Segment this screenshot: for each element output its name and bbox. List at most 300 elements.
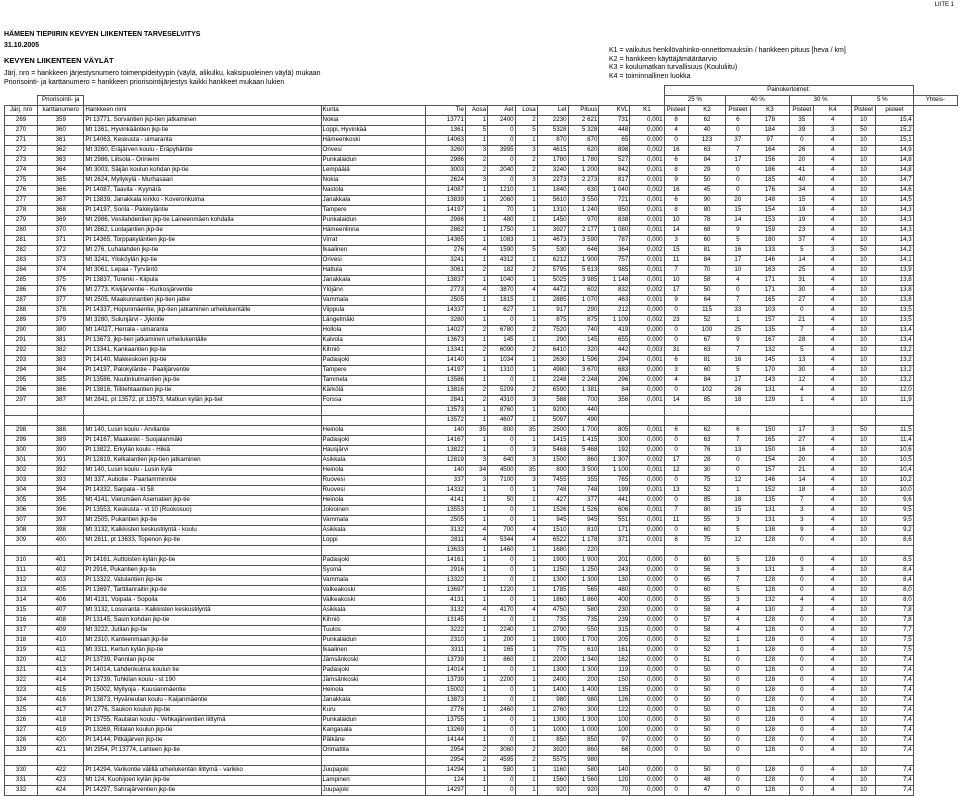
table-cell: 480 [599,586,630,596]
table-cell: 4 [726,276,750,286]
table-cell: 2505 [426,296,466,306]
table-cell: 11,4 [876,436,913,446]
table-cell: 4 [814,706,851,716]
table-cell: 63 [688,146,725,156]
table-cell: Pt 13755, Rautalan koulu - Vehkajärventien liittymä [84,716,321,726]
table-cell: 2 [465,156,487,166]
table-cell: 3060 [488,746,516,756]
table-cell: 10 [851,526,875,536]
table-cell: 10 [851,436,875,446]
table-cell: Mt 2773, Kivijärventie - Kurkosjärventie [84,286,321,296]
table-cell: 365 [38,176,84,186]
table-row [5,186,958,196]
table-cell: 0,002 [630,246,664,256]
table-cell: 1 [465,786,487,796]
table-cell: 10 [851,666,875,676]
table-cell: 1 [465,566,487,576]
table-cell: 1 [465,516,487,526]
table-cell: 52 [688,486,725,496]
table-cell: 10 [851,366,875,376]
table-cell: 25 [726,326,750,336]
table-cell: 126 [599,696,630,706]
table-cell: 14,3 [876,216,913,226]
table-cell: 20 [790,456,814,466]
table-cell: 10 [851,326,875,336]
table-cell: 10 [851,786,875,796]
table-cell: 120 [599,776,630,786]
table-cell: 0 [664,656,688,666]
table-cell [688,546,725,556]
table-cell: 4 [814,536,851,546]
table-cell: 290 [537,336,568,346]
table-cell: 17 [726,256,750,266]
table-cell: 7,4 [876,746,913,756]
table-cell [599,406,630,416]
table-cell [790,406,814,416]
table-cell: 10 [851,256,875,266]
table-cell: 2460 [488,706,516,716]
table-cell: 10 [851,146,875,156]
table-cell: 0 [664,736,688,746]
table-cell: 7,4 [876,706,913,716]
table-cell: 0 [664,686,688,696]
table-cell: Mt 3132, Kalkkisten keskustilyntä - koulu [84,526,321,536]
table-cell: 3260 [426,146,466,156]
weight-k3: 30 % [790,96,852,106]
table-cell [664,416,688,426]
table-cell: 920 [568,786,599,796]
table-cell [814,756,851,766]
table-cell: 128 [750,536,790,546]
col-p2: Pisteet [726,106,750,116]
table-cell: 60 [688,366,725,376]
col-tie: Tie [426,106,466,116]
table-cell: 6 [664,156,688,166]
table-cell: 683 [599,366,630,376]
table-cell: 13816 [426,386,466,396]
table-cell: 3 670 [568,366,599,376]
table-cell: 810 [568,526,599,536]
table-cell: 14,8 [876,166,913,176]
table-cell: 14,3 [876,236,913,246]
table-cell: 393 [38,476,84,486]
table-cell: Mt 2310, Kanteenmaan jkp-tie [84,636,321,646]
table-cell: 3927 [537,226,568,236]
table-cell: 276 [426,246,466,256]
table-cell: Pt 14297, Sahrajärventien jkp-tie [84,786,321,796]
table-row [5,556,958,566]
table-cell: 13 [664,486,688,496]
table-cell: 115 [688,306,725,316]
table-cell: 920 [537,786,568,796]
table-cell: 4 [814,476,851,486]
table-cell: 328 [5,736,38,746]
table-cell: 10 [851,186,875,196]
table-cell: 13553 [426,506,466,516]
table-cell: 13 [790,356,814,366]
table-cell: 7 [664,506,688,516]
table-cell: 4 [814,786,851,796]
table-cell: 378 [38,306,84,316]
table-cell: 1 [515,496,537,506]
table-cell: 62 [688,426,725,436]
table-cell: 1 [515,136,537,146]
table-cell: 374 [38,266,84,276]
table-cell: 602 [568,286,599,296]
table-cell: 9 [664,296,688,306]
table-cell: 1 [515,356,537,366]
table-cell: 0 [790,696,814,706]
table-cell: 10 [851,586,875,596]
table-row [5,316,958,326]
table-cell: 10 [851,456,875,466]
table-cell: 128 [750,656,790,666]
table-cell: 2040 [488,166,516,176]
table-cell: 1785 [537,586,568,596]
table-row [5,116,958,126]
col-losa: Losa [515,106,537,116]
table-cell: 14,5 [876,196,913,206]
table-cell: 3 [465,456,487,466]
table-cell: 163 [750,266,790,276]
table-cell: 2862 [426,226,466,236]
table-cell: 4 [814,146,851,156]
table-cell: 860 [488,656,516,666]
table-cell: 10 [851,616,875,626]
table-cell: Pt 13822, Erkylän koulu - Hikiä [84,446,321,456]
table-cell: 1900 [537,556,568,566]
table-cell: 1590 [488,246,516,256]
table-cell: 377 [568,496,599,506]
legend-k4: K4 = toiminnallinen luokka [609,73,691,80]
table-cell: 0,001 [630,296,664,306]
table-cell: Pt 14365, Torppakyläntien jkp-tie [84,236,321,246]
table-cell: 0,000 [630,596,664,606]
table-cell: 57 [688,616,725,626]
table-cell: Ruovesi [321,476,426,486]
table-cell: 417 [38,706,84,716]
table-cell: 279 [5,216,38,226]
table-cell: 5328 [537,126,568,136]
table-cell: Pt 14161, Auttoisten kylän jkp-tie [84,556,321,566]
table-cell: 154 [750,206,790,216]
table-cell: Kihniö [321,346,426,356]
table-cell: 60 [688,586,725,596]
table-cell: 7 [726,146,750,156]
table-cell: 146 [750,476,790,486]
table-cell: 6410 [537,346,568,356]
table-cell: 875 [568,316,599,326]
table-cell: 307 [5,516,38,526]
table-cell: 1815 [488,296,516,306]
table-cell: 272 [5,146,38,156]
table-row [5,576,958,586]
table-cell: 4 [814,776,851,786]
table-cell: 748 [568,486,599,496]
table-cell: 0 [488,316,516,326]
table-cell: 27 [790,436,814,446]
table-cell: Heinola [321,466,426,476]
table-cell: Loppi, Hyvinkää [321,126,426,136]
table-cell: 50 [851,246,875,256]
table-cell: 171 [750,276,790,286]
table-cell: 58 [688,606,725,616]
table-cell: 463 [599,296,630,306]
table-cell: 8 [664,206,688,216]
table-cell: 371 [599,536,630,546]
table-cell: 31 [790,276,814,286]
table-cell [84,416,321,426]
table-cell: 64 [688,296,725,306]
table-cell: 176 [750,186,790,196]
table-cell: 832 [599,286,630,296]
table-cell: 1 200 [568,166,599,176]
table-cell: 4 [465,606,487,616]
table-cell: Mt 2776, Saukon koulun jkp-tie [84,706,321,716]
table-cell: 1 [465,506,487,516]
col-nimi: Hankkeen nimi [84,106,321,116]
table-cell: 56 [688,566,725,576]
table-row [5,676,958,686]
table-cell: 10,4 [876,466,913,476]
table-cell: 4 [814,176,851,186]
table-cell: 1 [515,406,537,416]
table-row [5,236,958,246]
table-cell: 384 [38,366,84,376]
table-cell: 283 [5,256,38,266]
table-cell: 13269 [426,726,466,736]
document-date: 31.10.2005 [4,42,40,49]
table-row [5,196,958,206]
table-cell [84,546,321,556]
table-cell: 748 [537,486,568,496]
table-cell: 371 [38,236,84,246]
table-cell: 60 [688,526,725,536]
table-cell: 85 [688,496,725,506]
table-cell: 4 [814,306,851,316]
table-cell: 5 [726,526,750,536]
table-cell: 16 [664,186,688,196]
table-cell: 4 [515,286,537,296]
table-cell: 0 [664,436,688,446]
table-row [5,586,958,596]
table-cell [688,416,725,426]
table-cell: 10 [851,226,875,236]
table-cell: 980 [568,756,599,766]
table-cell: 4 [814,656,851,666]
table-cell: 0 [790,136,814,146]
table-cell: 610 [568,646,599,656]
table-row [5,136,958,146]
table-cell: 13,2 [876,346,913,356]
table-cell: 14197 [426,206,466,216]
table-cell: 0,001 [630,176,664,186]
table-cell: 5097 [537,416,568,426]
table-cell [726,416,750,426]
table-row [5,166,958,176]
table-cell [599,546,630,556]
table-cell: Pt 13739, Tuhkilan koulu - st 190 [84,676,321,686]
table-cell: 392 [38,466,84,476]
table-cell [750,756,790,766]
table-cell: 14140 [426,356,466,366]
table-row [5,126,958,136]
weights-title: Painokertoimet: [664,86,913,96]
table-cell: 377 [38,296,84,306]
table-cell: 62 [688,116,725,126]
table-cell: 0,000 [630,606,664,616]
table-cell: 2 [465,326,487,336]
table-cell: 7,8 [876,606,913,616]
table-cell: 7,4 [876,666,913,676]
table-cell: 14,9 [876,146,913,156]
table-cell: 2 [515,266,537,276]
table-cell: Hämeenkoski [321,136,426,146]
table-cell [790,546,814,556]
table-cell: 1 [465,616,487,626]
table-cell: 4 [814,296,851,306]
table-cell: 35 [465,426,487,436]
table-cell: 5575 [537,756,568,766]
table-cell: 0 [790,706,814,716]
table-cell: 8760 [488,406,516,416]
table-cell: 50 [688,736,725,746]
table-row [5,356,958,366]
table-cell: 7,4 [876,726,913,736]
table-cell: 15 [790,196,814,206]
table-cell: 367 [38,196,84,206]
col-total: pisteet [876,106,913,116]
table-cell: 4 [814,326,851,336]
table-cell: 17 [664,286,688,296]
table-cell: 0,001 [630,226,664,236]
table-row [5,546,958,556]
table-cell: 1 [465,306,487,316]
table-cell: 18 [726,396,750,406]
table-cell: 700 [568,396,599,406]
table-cell: 50 [851,126,875,136]
table-cell: 10 [851,276,875,286]
table-cell: 0,000 [630,496,664,506]
table-cell: 0 [664,556,688,566]
table-cell: 7,4 [876,716,913,726]
table-cell: 0,000 [630,616,664,626]
table-cell: 0,000 [630,306,664,316]
table-cell: Ylöjärvi [321,286,426,296]
table-cell: 103 [750,306,790,316]
table-cell: 0 [726,166,750,176]
table-cell: 0 [790,636,814,646]
table-cell: 50 [688,726,725,736]
table-cell: 1 [515,776,537,786]
table-cell: Padasjoki [321,666,426,676]
table-cell: 321 [5,666,38,676]
table-cell: 2 [465,756,487,766]
table-cell: 3 [515,176,537,186]
table-cell: 157 [750,466,790,476]
table-cell: 37 [790,236,814,246]
table-cell: 5 613 [568,266,599,276]
table-cell: 4 [814,576,851,586]
table-cell: 2 [515,346,537,356]
table-cell: 360 [38,126,84,136]
table-cell: 3 [515,446,537,456]
table-cell: 34 [790,186,814,196]
table-cell: 387 [38,396,84,406]
table-cell: 2986 [426,156,466,166]
table-cell: 0 [664,746,688,756]
table-cell: 1 [515,766,537,776]
table-cell: 0 [790,536,814,546]
table-cell: 1 [515,516,537,526]
table-cell: 4 [814,496,851,506]
table-cell: Pt 14144, Pitkäjärven jkp-tie [84,736,321,746]
table-cell: 4 [814,456,851,466]
table-cell: 294 [599,356,630,366]
table-cell: 84 [599,386,630,396]
table-cell: 128 [750,696,790,706]
table-cell: Mt 14027, Herrala - uimaranta [84,326,321,336]
table-cell: 13739 [426,656,466,666]
table-cell: 30 [790,286,814,296]
table-cell: 243 [599,566,630,576]
table-cell: 2811 [426,536,466,546]
table-cell: 65 [599,136,630,146]
table-cell: 1 [515,616,537,626]
table-cell: 4170 [488,606,516,616]
table-cell: 10 [851,606,875,616]
table-cell: 10 [851,556,875,566]
table-cell: 281 [5,236,38,246]
table-cell: 440 [568,406,599,416]
table-cell: 123 [688,136,725,146]
table-cell: 13,2 [876,366,913,376]
table-cell: 10 [851,686,875,696]
table-cell: 1 [790,396,814,406]
table-cell: Mt 3003, Säijän koulun kohdan jkp-tie [84,166,321,176]
table-cell [726,546,750,556]
table-cell: 10,6 [876,446,913,456]
table-cell [630,406,664,416]
table-cell [630,546,664,556]
table-cell: 27 [790,296,814,306]
table-cell: 128 [750,646,790,656]
table-row [5,286,958,296]
table-cell: 0 [790,766,814,776]
table-cell: 413 [38,666,84,676]
table-cell: 0 [488,596,516,606]
table-cell: 7 [726,346,750,356]
table-cell: 10 [851,486,875,496]
table-cell: 10 [851,746,875,756]
table-row [5,366,958,376]
table-cell: 411 [38,646,84,656]
table-cell: 0 [488,666,516,676]
table-cell: 2630 [537,356,568,366]
table-row [5,426,958,436]
table-cell: 980 [568,696,599,706]
table-cell: Mt 4141, Vierumäen Asematien jkp-tie [84,496,321,506]
table-cell: Pt 14167, Maakeski - Suojalanmäki [84,436,321,446]
table-row [5,616,958,626]
table-cell: 7 [726,436,750,446]
table-cell: 13,4 [876,326,913,336]
table-cell: 1510 [537,526,568,536]
table-cell: Heinola [321,426,426,436]
table-cell [688,756,725,766]
table-cell: 4 [814,156,851,166]
table-cell: 4 [814,556,851,566]
